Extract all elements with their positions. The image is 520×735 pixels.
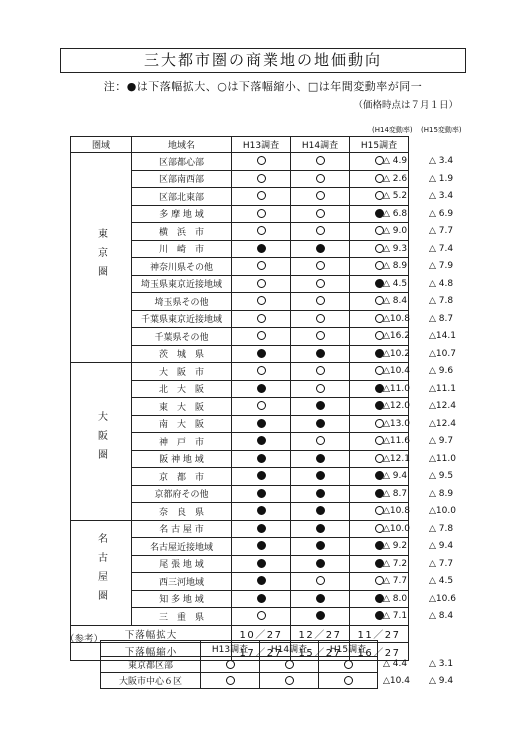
rate-row [383,591,475,609]
area-name: 川 崎 市 [132,240,232,258]
filled-circle-icon [257,419,266,428]
open-circle-icon [226,660,235,669]
legend-note: 注：●は下落幅拡大、○は下落幅縮小、□は年間変動率が同一 [103,80,423,93]
filled-circle-icon [316,541,325,550]
h13-cell [232,468,291,486]
rate-h15: △ 9.5 [429,471,454,481]
area-name: 奈 良 県 [132,503,232,521]
rate-h15: △14.1 [429,331,456,341]
rate-row [383,346,475,364]
open-circle-icon [257,296,266,305]
rate-h15: △ 3.4 [429,191,454,201]
area-name: 北 大 阪 [132,380,232,398]
h15-cell [319,657,378,673]
reference-header-h14: H14調査 [260,641,319,657]
h13-cell [232,380,291,398]
open-circle-icon [285,676,294,685]
h14-cell [291,240,350,258]
h14-cell [291,433,350,451]
filled-circle-icon [316,349,325,358]
rate-h14: △13.0 [383,418,410,429]
summary-label: 下落幅縮小 [71,643,232,661]
rate-h15: △ 9.7 [429,436,454,446]
rate-h14: △11.0 [383,383,410,394]
h14-cell [291,363,350,381]
reference-header-area [101,641,201,657]
open-circle-icon [226,676,235,685]
h13-cell [232,275,291,293]
h14-cell [291,398,350,416]
rate-row [383,381,475,399]
summary-h14: 15／27 [291,643,350,661]
open-circle-icon [257,611,266,620]
page-title: 三大都市圏の商業地の地価動向 [60,48,466,73]
open-circle-icon [316,436,325,445]
filled-circle-icon [257,471,266,480]
rate-h15: △ 3.1 [429,659,454,669]
area-name: 西三河地域 [132,573,232,591]
rate-h14: △16.2 [383,331,410,341]
rate-row [383,223,475,241]
h14-cell [291,450,350,468]
h14-cell [291,468,350,486]
reference-header-row [101,641,378,657]
rate-h15: △ 7.9 [429,261,454,271]
rate-row [383,188,475,206]
filled-circle-icon [316,419,325,428]
h14-cell [260,673,319,689]
h14-cell [291,310,350,328]
reference-rate-columns [383,656,475,690]
rate-h14: △ 4.9 [383,156,408,166]
open-circle-icon [316,261,325,270]
rate-row [383,363,475,381]
area-name: 知 多 地 域 [132,590,232,608]
rate-h14: △10.4 [383,366,410,376]
reference-table [100,640,378,689]
h14-cell [291,538,350,556]
open-circle-icon [316,174,325,183]
h13-cell [232,240,291,258]
rate-h14: △ 8.4 [383,296,408,306]
filled-circle-icon [257,454,266,463]
rate-h15: △ 1.9 [429,173,454,184]
rate-h14: △ 8.0 [383,593,408,604]
open-circle-icon [316,156,325,165]
rate-row [383,328,475,346]
open-circle-icon [316,209,325,218]
filled-circle-icon [316,489,325,498]
area-name: 千葉県その他 [132,328,232,346]
table-header-row [71,137,409,153]
reference-area: 東京都区部 [101,657,201,673]
h13-cell [232,555,291,573]
rate-h14: △ 5.2 [383,191,408,201]
filled-circle-icon [316,401,325,410]
rate-h14: △10.8 [383,506,410,516]
area-name: 区部北東部 [132,188,232,206]
area-name: 大 阪 市 [132,363,232,381]
rate-h14: △ 9.3 [383,243,408,254]
h14-cell [291,153,350,171]
h14-cell [291,188,350,206]
h13-cell [232,258,291,276]
open-circle-icon [257,261,266,270]
h13-cell [232,573,291,591]
table-row [71,153,409,171]
area-name: 茨 城 県 [132,345,232,363]
h14-cell [291,170,350,188]
area-name: 埼玉県東京近接地域 [132,275,232,293]
rate-row [383,293,475,311]
rate-h14: △ 9.2 [383,541,408,551]
rate-row [383,503,475,521]
rate-row [383,398,475,416]
reference-label: （参考） [65,634,104,645]
h13-cell [232,293,291,311]
filled-circle-icon [257,524,266,533]
rate-h14: △ 2.6 [383,173,408,184]
rate-h14: △12.0 [383,401,410,411]
rate-row [383,538,475,556]
rate-h14: △10.8 [383,313,410,324]
reference-rate-row [383,673,475,690]
rate-h15: △ 7.7 [429,226,454,236]
open-circle-icon [316,279,325,288]
filled-circle-icon [316,611,325,620]
area-name: 阪 神 地 域 [132,450,232,468]
rate-header-h14: (H14変動率) [372,126,413,134]
h13-cell [232,188,291,206]
rate-h14: △ 4.4 [383,659,408,669]
area-name: 尾 張 地 域 [132,555,232,573]
h13-cell [232,363,291,381]
rate-h14: △ 9.0 [383,226,408,236]
rate-h15: △11.0 [429,453,456,464]
h13-cell [232,538,291,556]
open-circle-icon [344,676,353,685]
area-name: 神 戸 市 [132,433,232,451]
table-row [71,520,409,538]
header-area: 地域名 [132,137,232,153]
rate-row [383,608,475,626]
h14-cell [291,380,350,398]
area-name: 埼玉県その他 [132,293,232,311]
h14-cell [291,520,350,538]
h13-cell [232,450,291,468]
rate-row [383,573,475,591]
rate-h15: △ 9.6 [429,366,454,376]
h13-cell [232,153,291,171]
area-name: 神奈川県その他 [132,258,232,276]
rate-row [383,171,475,189]
open-circle-icon [257,209,266,218]
area-name: 多 摩 地 域 [132,205,232,223]
reference-row [101,657,378,673]
h13-cell [232,328,291,346]
h15-cell [319,673,378,689]
h13-cell [232,503,291,521]
filled-circle-icon [257,541,266,550]
open-circle-icon [316,226,325,235]
rate-h15: △ 7.8 [429,523,454,534]
open-circle-icon [316,366,325,375]
region-label: 東京圏 [95,227,107,285]
filled-circle-icon [316,454,325,463]
h14-cell [291,485,350,503]
filled-circle-icon [316,471,325,480]
rate-columns [383,153,475,626]
open-circle-icon [257,156,266,165]
filled-circle-icon [257,559,266,568]
open-circle-icon [257,314,266,323]
filled-circle-icon [257,576,266,585]
filled-circle-icon [257,506,266,515]
reference-rate-row [383,656,475,673]
region-label: 名古屋圏 [95,533,107,609]
filled-circle-icon [316,524,325,533]
area-name: 名 古 屋 市 [132,520,232,538]
rate-h15: △10.0 [429,506,456,516]
region-cell [71,363,132,521]
rate-h14: △11.6 [383,436,410,446]
h14-cell [291,555,350,573]
rate-h15: △12.4 [429,401,456,411]
open-circle-icon [257,366,266,375]
rate-row [383,521,475,539]
area-name: 名古屋近接地域 [132,538,232,556]
rate-h14: △10.2 [383,348,410,359]
h13-cell [232,310,291,328]
rate-h15: △10.7 [429,348,456,359]
rate-h15: △ 7.8 [429,296,454,306]
price-date-note: （価格時点は７月１日） [353,100,458,111]
table-row [71,363,409,381]
rate-h15: △ 7.4 [429,243,454,254]
area-name: 区部都心部 [132,153,232,171]
h14-cell [291,223,350,241]
reference-area: 大阪市中心６区 [101,673,201,689]
area-name: 区部南西部 [132,170,232,188]
rate-h15: △ 8.4 [429,611,454,621]
rate-h15: △10.6 [429,593,456,604]
rate-row [383,311,475,329]
rate-h14: △ 7.7 [383,576,408,586]
open-circle-icon [316,314,325,323]
filled-circle-icon [316,594,325,603]
rate-row [383,206,475,224]
rate-h14: △ 8.7 [383,488,408,499]
h13-cell [232,590,291,608]
land-price-table [70,136,409,661]
open-circle-icon [316,191,325,200]
area-name: 千葉県東京近接地域 [132,310,232,328]
open-circle-icon [316,296,325,305]
h13-cell [232,398,291,416]
h13-cell [232,205,291,223]
filled-circle-icon [257,594,266,603]
open-circle-icon [257,279,266,288]
h14-cell [291,608,350,626]
h13-cell [232,170,291,188]
rate-row [383,556,475,574]
summary-h13: 10／27 [232,625,291,643]
open-circle-icon [257,191,266,200]
rate-h15: △ 9.4 [429,541,454,551]
rate-h15: △ 4.5 [429,576,454,586]
rate-row [383,258,475,276]
open-circle-icon [316,384,325,393]
h13-cell [232,433,291,451]
open-circle-icon [316,576,325,585]
header-region: 圏域 [71,137,132,153]
h13-cell [232,520,291,538]
filled-circle-icon [257,244,266,253]
rate-row [383,416,475,434]
rate-h15: △ 3.4 [429,156,454,166]
reference-header-h13: H13調査 [201,641,260,657]
h14-cell [291,275,350,293]
h13-cell [232,485,291,503]
rate-h14: △12.1 [383,453,410,464]
h14-cell [291,345,350,363]
region-label: 大阪圏 [95,411,107,469]
h14-cell [291,503,350,521]
h13-cell [232,345,291,363]
open-circle-icon [257,174,266,183]
open-circle-icon [257,401,266,410]
open-circle-icon [257,226,266,235]
filled-circle-icon [316,559,325,568]
summary-h15: 11／27 [350,625,409,643]
rate-h15: △11.1 [429,383,456,394]
summary-h15: 16／27 [350,643,409,661]
summary-h13: 17／27 [232,643,291,661]
filled-circle-icon [257,349,266,358]
h14-cell [291,258,350,276]
header-h15: H15調査 [350,137,409,153]
area-name: 横 浜 市 [132,223,232,241]
region-cell [71,520,132,625]
reference-header-h15: H15調査 [319,641,378,657]
rate-h15: △ 6.9 [429,208,454,219]
h13-cell [232,608,291,626]
rate-row [383,468,475,486]
rate-h14: △ 7.1 [383,611,408,621]
h14-cell [260,657,319,673]
rate-row [383,153,475,171]
open-circle-icon [285,660,294,669]
area-name: 京 都 市 [132,468,232,486]
filled-circle-icon [316,244,325,253]
rate-h15: △12.4 [429,418,456,429]
rate-h15: △ 9.4 [429,676,454,686]
rate-h14: △ 8.9 [383,261,408,271]
rate-h14: △ 6.8 [383,208,408,219]
open-circle-icon [316,331,325,340]
reference-row [101,673,378,689]
rate-row [383,241,475,259]
filled-circle-icon [257,436,266,445]
h14-cell [291,590,350,608]
area-name: 東 大 阪 [132,398,232,416]
rate-row [383,433,475,451]
area-name: 南 大 阪 [132,415,232,433]
filled-circle-icon [257,489,266,498]
filled-circle-icon [316,506,325,515]
header-h14: H14調査 [291,137,350,153]
rate-h14: △ 7.2 [383,558,408,569]
rate-h14: △ 4.5 [383,278,408,289]
rate-h14: △10.0 [383,523,410,534]
h14-cell [291,205,350,223]
rate-h15: △ 8.9 [429,488,454,499]
rate-row [383,486,475,504]
filled-circle-icon [257,384,266,393]
rate-h15: △ 4.8 [429,278,454,289]
rate-h14: △ 9.4 [383,471,408,481]
area-name: 京都府その他 [132,485,232,503]
summary-h14: 12／27 [291,625,350,643]
rate-header-h15: (H15変動率) [421,126,462,134]
h14-cell [291,328,350,346]
h13-cell [201,657,260,673]
region-cell [71,153,132,363]
rate-row [383,276,475,294]
summary-label: 下落幅拡大 [71,625,232,643]
h13-cell [232,223,291,241]
rate-h15: △ 7.7 [429,558,454,569]
h14-cell [291,573,350,591]
h14-cell [291,415,350,433]
rate-row [383,451,475,469]
h14-cell [291,293,350,311]
open-circle-icon [344,660,353,669]
header-h13: H13調査 [232,137,291,153]
h13-cell [201,673,260,689]
area-name: 三 重 県 [132,608,232,626]
open-circle-icon [257,331,266,340]
rate-h15: △ 8.7 [429,313,454,324]
rate-h14: △10.4 [383,676,410,686]
h13-cell [232,415,291,433]
